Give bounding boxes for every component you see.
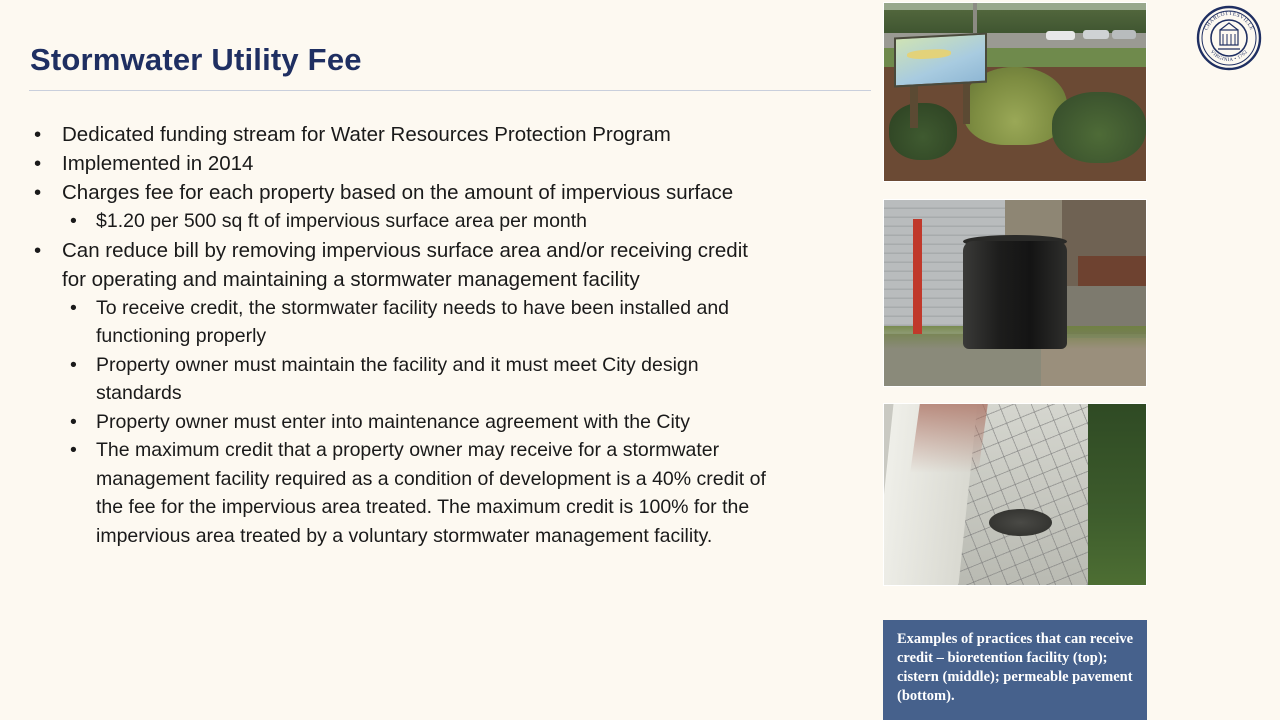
bullet-list	[26, 120, 776, 550]
sub-bullet-text: $1.20 per 500 sq ft of impervious surface area per month	[96, 210, 588, 232]
bullet-marker: •	[34, 238, 42, 262]
bullet-text: Dedicated funding stream for Water Resources Protection Program	[62, 123, 671, 146]
image-caption: Examples of practices that can receive credit – bioretention facility (top); cistern (middle); permeable pavement (bottom).	[883, 620, 1147, 720]
list-item	[26, 178, 776, 236]
bioretention-facility-photo	[883, 2, 1147, 182]
sub-bullet-text: Property owner must maintain the facility and it must meet City design standards	[96, 353, 699, 404]
bullet-marker: •	[34, 181, 42, 204]
slide-body	[26, 120, 776, 550]
list-item	[62, 207, 776, 236]
svg-text:VIRGINIA • 1762: VIRGINIA • 1762	[1208, 49, 1250, 64]
list-item	[26, 149, 776, 178]
sub-bullet-text: The maximum credit that a property owner may receive for a stormwater management facility required as a condition of development is a 40% credit of the fee for the impervious area treated. The maximum credit is 100% for the impervious area treated by a voluntary stormwater management facility.	[96, 439, 766, 547]
bullet-marker: •	[70, 296, 77, 319]
page-title: Stormwater Utility Fee	[30, 42, 362, 77]
bullet-marker: •	[70, 410, 77, 433]
list-item	[62, 408, 776, 437]
list-item	[26, 236, 776, 551]
bullet-text: Can reduce bill by removing impervious surface area and/or receiving credit for operating and maintaining a stormwater management facility	[62, 238, 748, 291]
bullet-marker: •	[34, 152, 42, 175]
bullet-marker: •	[70, 210, 77, 232]
list-item	[62, 294, 776, 351]
sub-bullet-text: To receive credit, the stormwater facility needs to have been installed and functioning properly	[96, 296, 730, 347]
bullet-text: Implemented in 2014	[62, 152, 254, 175]
title-divider	[29, 90, 871, 91]
city-of-charlottesville-seal	[1196, 5, 1262, 71]
list-item	[26, 120, 776, 149]
permeable-pavement-photo	[883, 403, 1147, 586]
bullet-marker: •	[70, 353, 77, 376]
bullet-marker: •	[34, 123, 42, 146]
sub-bullet-list	[62, 294, 776, 551]
bullet-marker: •	[70, 439, 77, 461]
bullet-text: Charges fee for each property based on the amount of impervious surface	[62, 181, 734, 204]
sub-bullet-text: Property owner must enter into maintenance agreement with the City	[96, 410, 690, 433]
sub-bullet-list	[62, 207, 776, 236]
cistern-photo	[883, 199, 1147, 387]
list-item	[62, 351, 776, 408]
list-item	[62, 436, 776, 550]
svg-text:CHARLOTTESVILLE: CHARLOTTESVILLE	[1203, 10, 1255, 32]
